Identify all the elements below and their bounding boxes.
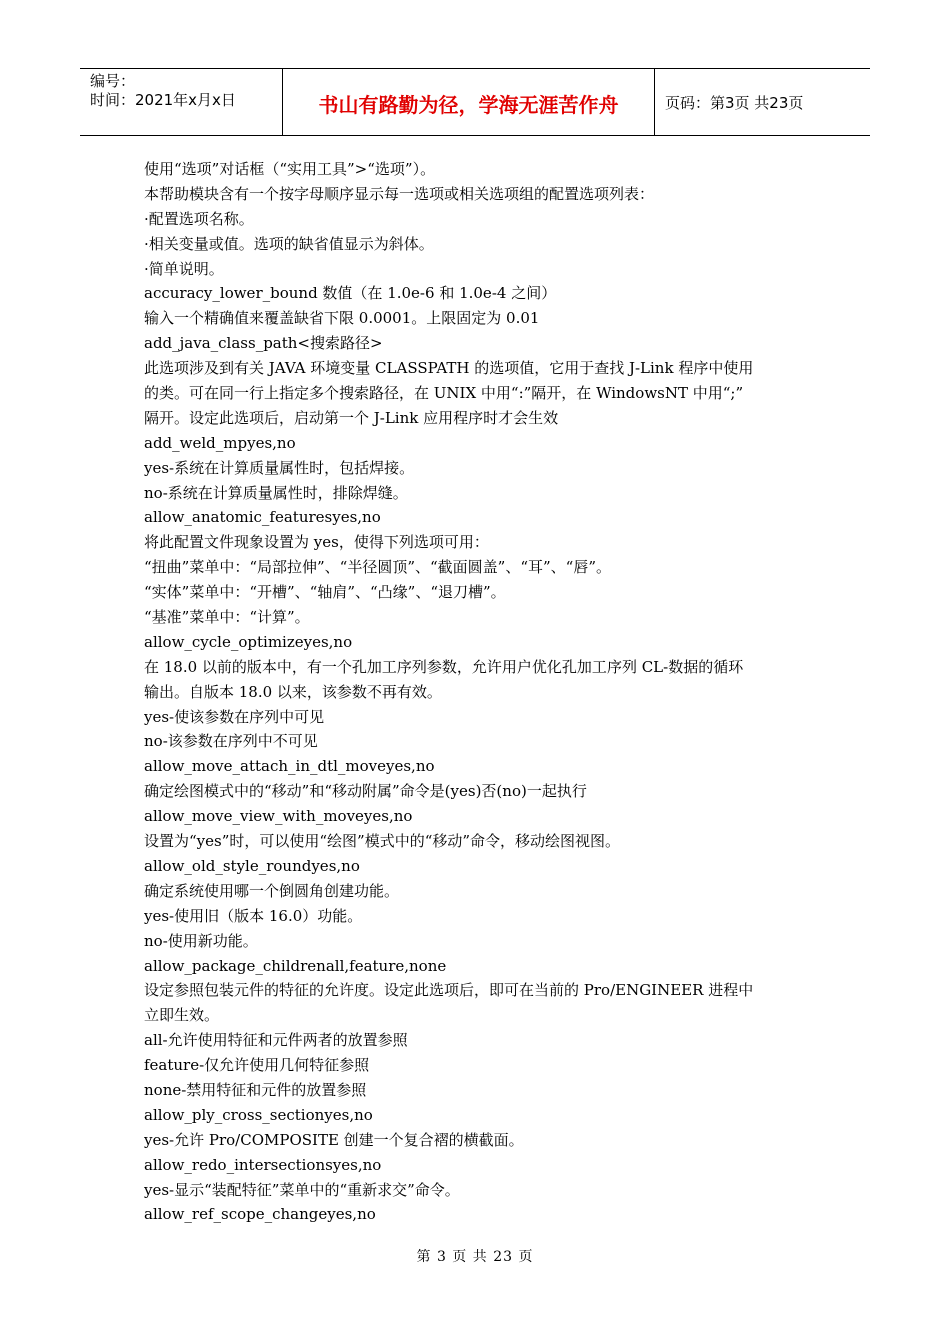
body-line: none-禁用特征和元件的放置参照 <box>144 1080 367 1099</box>
body-line: no-该参数在序列中不可见 <box>144 732 318 751</box>
body-line: feature-仅允许使用几何特征参照 <box>144 1056 370 1075</box>
body-line: 立即生效。 <box>144 1006 220 1025</box>
body-line: allow_ply_cross_sectionyes,no <box>144 1105 373 1124</box>
body-line: ·相关变量或值。选项的缺省值显示为斜体。 <box>144 234 434 253</box>
body-line: allow_cycle_optimizeyes,no <box>144 632 353 651</box>
body-line: accuracy_lower_bound 数值（在 1.0e-6 和 1.0e-4 之间） <box>144 284 557 303</box>
document-time-label: 时间：2021年x月x日 <box>90 91 236 109</box>
body-line: 将此配置文件现象设置为 yes，使得下列选项可用： <box>144 533 489 552</box>
body-line: 确定系统使用哪一个倒圆角创建功能。 <box>144 881 400 900</box>
body-line: 的类。可在同一行上指定多个搜索路径，在 UNIX 中用“:”隔开，在 WindowsNT 中用“;” <box>144 384 744 403</box>
body-line: yes-使该参数在序列中可见 <box>144 707 325 726</box>
body-line: allow_package_childrenall,feature,none <box>144 956 447 975</box>
body-line: yes-允许 Pro/COMPOSITE 创建一个复合褶的横截面。 <box>144 1130 524 1149</box>
body-line: 在 18.0 以前的版本中，有一个孔加工序列参数，允许用户优化孔加工序列 CL-数据的循环 <box>144 657 744 676</box>
body-line: “实体”菜单中：“开槽”、“轴肩”、“凸缘”、“退刀槽”。 <box>144 583 506 602</box>
document-number-label: 编号： <box>90 72 136 90</box>
document-body <box>144 157 812 1227</box>
page-footer: 第 3 页 共 23 页 <box>416 1249 534 1265</box>
body-line: 隔开。设定此选项后，启动第一个 J-Link 应用程序时才会生效 <box>144 408 559 427</box>
body-line: 确定绘图模式中的“移动”和“移动附属”命令是(yes)否(no)一起执行 <box>144 782 587 801</box>
body-line: 本帮助模块含有一个按字母顺序显示每一选项或相关选项组的配置选项列表： <box>144 184 655 203</box>
body-line: 此选项涉及到有关 JAVA 环境变量 CLASSPATH 的选项值，它用于查找 J-Link 程序中使用 <box>144 359 754 378</box>
body-line: allow_redo_intersectionsyes,no <box>144 1155 382 1174</box>
header-left-cell <box>80 69 282 135</box>
body-line: “基准”菜单中：“计算”。 <box>144 608 310 627</box>
body-line: no-系统在计算质量属性时，排除焊缝。 <box>144 483 408 502</box>
body-line: ·配置选项名称。 <box>144 209 254 228</box>
body-line: allow_old_style_roundyes,no <box>144 856 360 875</box>
body-line: 设定参照包装元件的特征的允许度。设定此选项后，即可在当前的 Pro/ENGINEER 进程中 <box>144 981 754 1000</box>
body-line: yes-系统在计算质量属性时，包括焊接。 <box>144 458 415 477</box>
body-line: allow_move_attach_in_dtl_moveyes,no <box>144 757 435 776</box>
header-motto: 书山有路勤为径，学海无涯苦作舟 <box>282 69 655 135</box>
body-line: allow_move_view_with_moveyes,no <box>144 807 413 826</box>
body-line: add_weld_mpyes,no <box>144 433 296 452</box>
page-header <box>80 68 870 136</box>
body-line: 设置为“yes”时，可以使用“绘图”模式中的“移动”命令，移动绘图视图。 <box>144 832 621 851</box>
body-line: 输入一个精确值来覆盖缺省下限 0.0001。上限固定为 0.01 <box>144 309 540 328</box>
body-line: add_java_class_path<搜索路径> <box>144 334 383 353</box>
body-line: 使用“选项”对话框（“实用工具”>“选项”）。 <box>144 160 436 178</box>
header-page-info: 页码：第3页 共23页 <box>665 93 804 112</box>
body-line: allow_anatomic_featuresyes,no <box>144 508 381 527</box>
body-line: ·简单说明。 <box>144 259 224 278</box>
body-line: no-使用新功能。 <box>144 931 258 950</box>
body-line: allow_ref_scope_changeyes,no <box>144 1205 376 1224</box>
body-line: “扭曲”菜单中：“局部拉伸”、“半径圆顶”、“截面圆盖”、“耳”、“唇”。 <box>144 558 612 577</box>
body-line: 输出。自版本 18.0 以来，该参数不再有效。 <box>144 682 442 701</box>
body-line: yes-使用旧（版本 16.0）功能。 <box>144 906 363 925</box>
body-line: all-允许使用特征和元件两者的放置参照 <box>144 1031 408 1050</box>
body-line: yes-显示“装配特征”菜单中的“重新求交”命令。 <box>144 1180 460 1199</box>
